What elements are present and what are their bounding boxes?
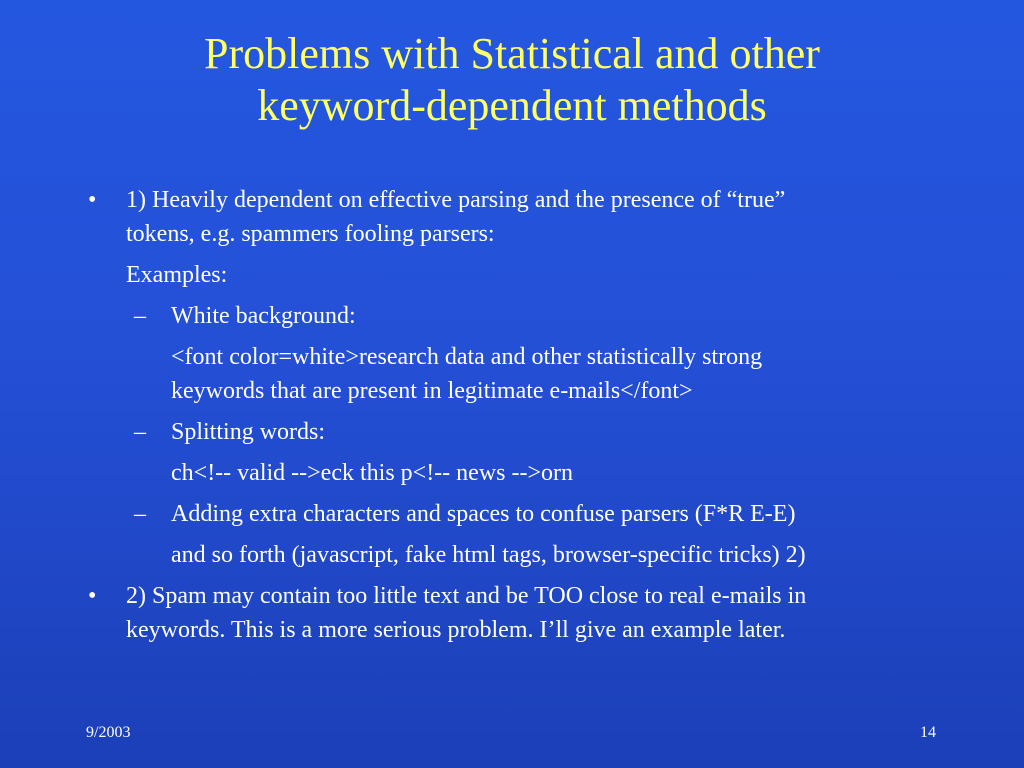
sub-point-3-label: Adding extra characters and spaces to confuse parsers (F*R E-E) [171, 501, 796, 527]
slide-title-line-2: keyword-dependent methods [257, 81, 767, 130]
point-2-text-line-2: keywords. This is a more serious problem. I’ll give an example later. [126, 617, 786, 643]
sub-point-1-example-line-2: keywords that are present in legitimate e-mails</font> [171, 378, 693, 404]
sub-point-3-note: and so forth (javascript, fake html tags, browser-specific tricks) 2) [171, 542, 806, 568]
point-2-text-line-1: 2) Spam may contain too little text and be TOO close to real e-mails in [126, 583, 807, 609]
examples-label: Examples: [126, 262, 228, 288]
dash-mark: – [134, 501, 146, 527]
slide-title-line-1: Problems with Statistical and other [204, 29, 820, 78]
footer-date: 9/2003 [86, 724, 131, 741]
sub-point-1-example-line-1: <font color=white>research data and other statistically strong [171, 344, 763, 370]
sub-point-2-example: ch<!-- valid -->eck this p<!-- news -->orn [171, 460, 573, 486]
sub-point-2-label: Splitting words: [171, 419, 326, 445]
bullet-point-1 [0, 183, 956, 217]
sub-point-extra-characters [0, 497, 1001, 531]
dash-mark: – [134, 303, 146, 329]
page-number: 14 [920, 724, 936, 741]
dash-mark: – [134, 419, 146, 445]
bullet-point-1-continued [0, 217, 956, 251]
point-1-text-line-1: 1) Heavily dependent on effective parsing and the presence of “true” [126, 187, 786, 213]
slide-body [0, 183, 1024, 647]
bullet-mark: • [88, 583, 97, 609]
bullet-point-2-continued [0, 613, 956, 647]
sub-point-splitting-words [0, 415, 1001, 449]
slide-title [60, 28, 964, 132]
sub-point-white-background [0, 299, 1001, 333]
sub-point-1-label: White background: [171, 303, 356, 329]
bullet-point-2 [0, 579, 956, 613]
point-1-text-line-2: tokens, e.g. spammers fooling parsers: [126, 221, 495, 247]
bullet-mark: • [88, 187, 97, 213]
